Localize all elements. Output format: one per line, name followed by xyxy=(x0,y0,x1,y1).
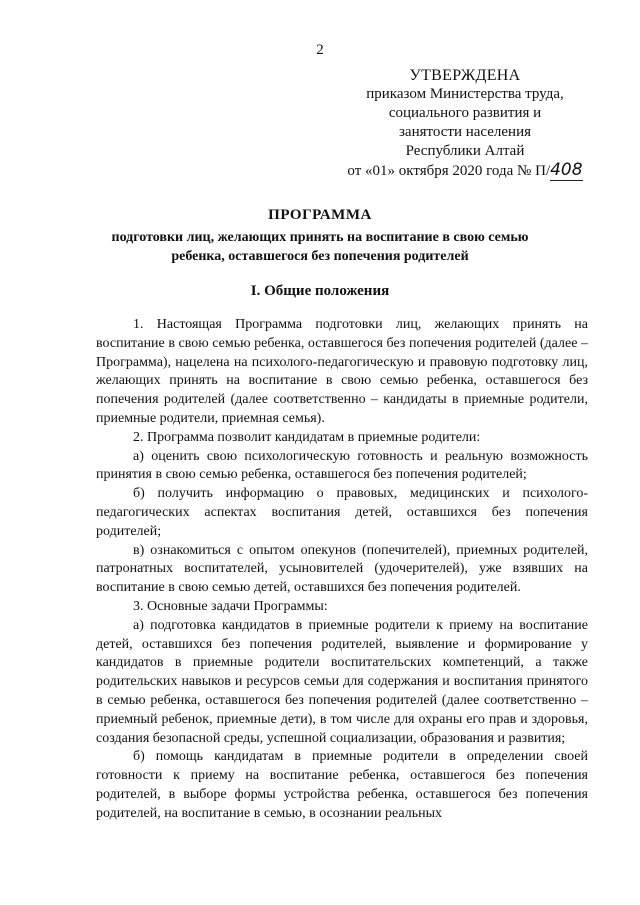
document-body xyxy=(96,316,588,824)
approval-order-line xyxy=(340,161,590,181)
paragraph: 1. Настоящая Программа подготовки лиц, желающих принять на воспитание в свою семью ребенка, оставшегося без попечения родителей (далее – Программа), нацелена на психолого-педагогическую и правовую подготовку лиц, желающих принять на воспитание в свою семью ребенка, оставшегося без попечения родителей (далее соответственно – кандидаты в приемные родители, приемные родители, приемная семья). xyxy=(96,317,588,426)
approval-stamp-block xyxy=(340,66,590,181)
paragraph: в) ознакомиться с опытом опекунов (попечителей), приемных родителей, патронатных воспитателей, усыновителей (удочерителей), уже взявших на воспитание в свою семью детей, оставшихся без попечения родителей. xyxy=(96,542,588,596)
approval-line: занятости населения xyxy=(398,124,531,140)
approval-line: приказом Министерства труда, xyxy=(366,86,564,102)
approval-date: от «01» октября 2020 года № П/ xyxy=(347,163,551,179)
approval-line: социального развития и xyxy=(388,105,542,121)
paragraph: 2. Программа позволит кандидатам в приемные родители: xyxy=(133,429,481,445)
paragraph: б) помощь кандидатам в приемные родители в определении своей готовности к приему на воспитание ребенка, оставшегося без попечения родителей, в выборе формы устройства ребенка, оставшегося без попечения родителей, на воспитание в семью, в осознании реальных xyxy=(96,749,588,821)
paragraph: а) оценить свою психологическую готовность и реальную возможность принятия в свою семью ребенка, оставшегося без попечения родителей; xyxy=(96,448,588,483)
document-subtitle: подготовки лиц, желающих принять на воспитание в свою семью ребенка, оставшегося без попечения родителей xyxy=(111,230,529,264)
document-title: ПРОГРАММА xyxy=(268,207,372,223)
paragraph: а) подготовка кандидатов в приемные родители к приему на воспитание детей, оставшихся без попечения родителей, выявление и формирование у кандидатов в приемные родители воспитательских компетенций, а также родительских навыков и ресурсов семьи для содержания и воспитания принятого в семью ребенка, оставшегося без попечения родителей (далее соответственно – приемный ребенок, приемные дети), в том числе для охраны его прав и здоровья, создания безопасной среды, успешной социализации, образования и развития; xyxy=(96,617,588,746)
section-heading: I. Общие положения xyxy=(250,283,390,299)
paragraph: б) получить информацию о правовых, медицинских и психолого-педагогических аспектах воспитания детей, оставшихся без попечения родителей; xyxy=(96,486,588,539)
page-number: 2 xyxy=(316,42,324,58)
paragraph: 3. Основные задачи Программы: xyxy=(133,598,328,614)
approval-line: Республики Алтай xyxy=(405,143,525,159)
approval-heading: УТВЕРЖДЕНА xyxy=(409,67,521,84)
document-title-block xyxy=(95,207,545,266)
order-number-handwritten: 408 xyxy=(550,160,583,180)
